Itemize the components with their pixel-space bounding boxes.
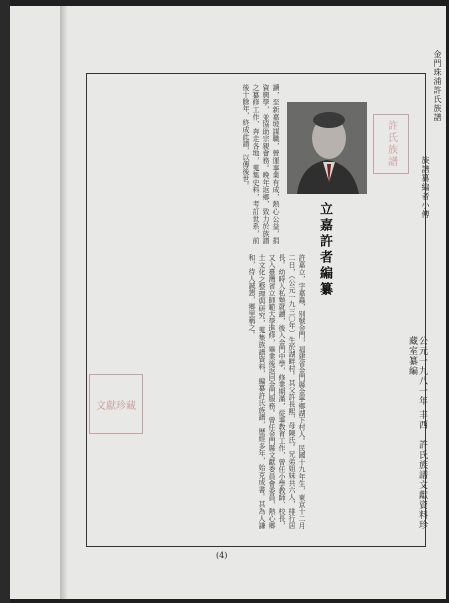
seal-stamp-bottom: 文獻珍藏 <box>89 374 143 434</box>
page-header-note: 公元一九八一年 丰西 許氏族譜文獻資料珍藏室纂編 <box>407 336 427 530</box>
book-title: 金門珠浦許氏族譜 <box>433 50 442 122</box>
article-frame <box>86 73 426 547</box>
scanned-page <box>10 6 446 599</box>
page-number: (4) <box>216 551 228 560</box>
page-gutter <box>60 6 68 599</box>
seal-stamp-top: 許氏族譜 <box>373 114 409 174</box>
article-body-main: 許嘉立，字嘉蟲，別號金門，福建省金門縣金寧鄉湖下村人。民國十九年生，東京十二月二日，（公元一九三〇年）生於湖畔村。其父許長熙，母陳氏。兄弟姐妹共六人，排行居長。幼時入私塾就讀，後入金門中學，修業期滿，從事教育工作，曾任小學教師、校長，又入臺灣省立師範大學進修，畢業後返回金門服務。曾任金門縣文獻委員會委員，熱心鄉土文化之整理與研究，蒐集族譜資料，編纂許氏族譜，歷經多年，始克成書。其為人謙和，待人誠懇，鄉里稱之。 <box>248 254 306 529</box>
chapter-title: 族譜纂編者小傳 <box>421 156 430 219</box>
article-body-intro: 讀，至新嘉坡謀職，營運事業有成，熱心公益，捐資興學，並協助宗親會務。晚年返鄉，致力於族譜之纂修工作，奔走各地，蒐集史料，考訂世系，前後十餘年，終成此譜，以傳後世。 <box>242 84 280 244</box>
author-portrait <box>287 102 367 194</box>
article-title: 立嘉許者編纂 <box>317 202 332 298</box>
book-spine <box>0 0 10 603</box>
